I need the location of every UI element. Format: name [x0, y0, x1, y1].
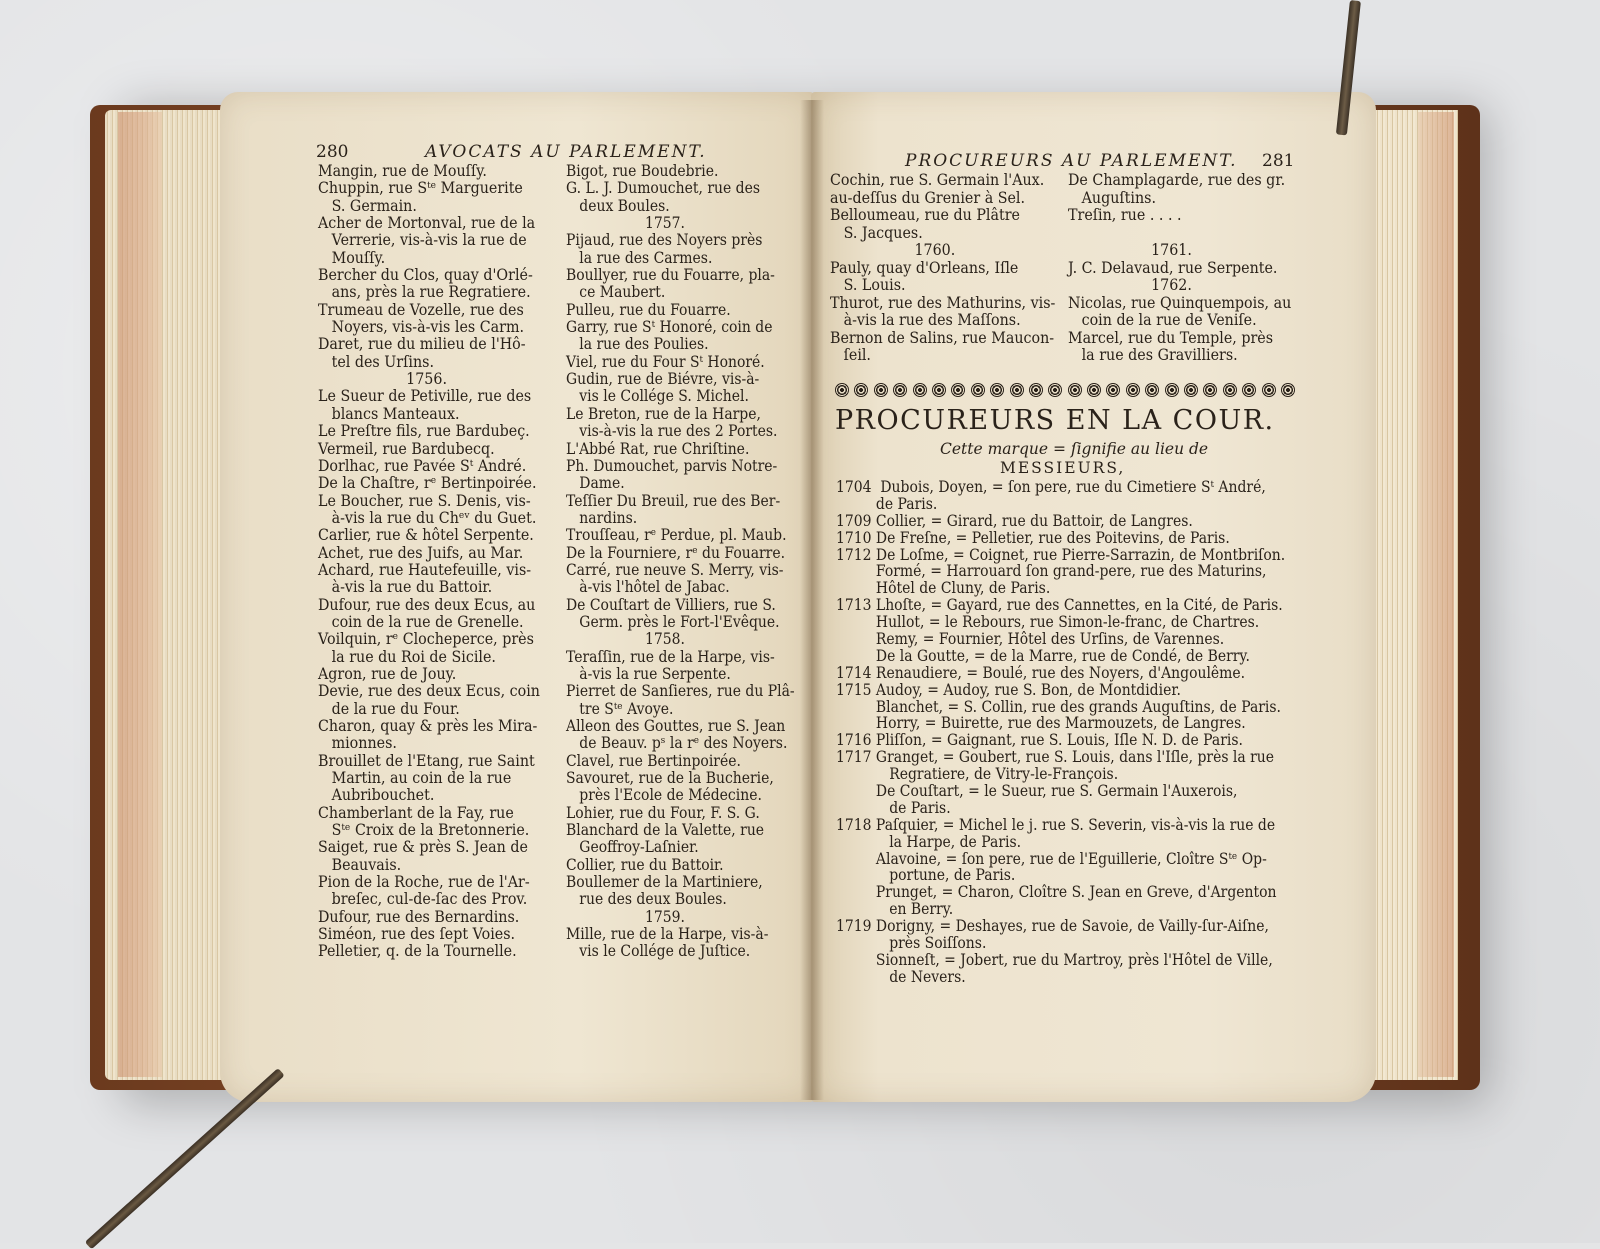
- section-note: Cette marque = ſignifie au lieu de: [940, 440, 1209, 458]
- text-line: Alavoine, = ſon pere, rue de l'Eguillerie, Cloître Sᵗᵉ Op-: [836, 849, 1267, 868]
- rosette-ornament: [913, 383, 927, 397]
- text-line: [1068, 225, 1275, 243]
- ornamental-rule: [835, 380, 1295, 400]
- rosette-ornament: [1281, 383, 1295, 397]
- year-heading: 1759.: [645, 907, 685, 926]
- text-line: la rue des Gravilliers.: [1068, 346, 1238, 364]
- text-line: de Beauv. pˢ la rᵉ des Noyers.: [566, 734, 788, 753]
- text-line: Pulleu, rue du Fouarre.: [566, 300, 731, 319]
- text-line: Teſſier Du Breuil, rue des Ber-: [566, 491, 781, 510]
- text-line: S. Jacques.: [830, 223, 923, 242]
- text-line: de Paris.: [836, 798, 951, 817]
- text-line: Alleon des Gouttes, rue S. Jean: [566, 717, 786, 735]
- text-line: Viel, rue du Four Sᵗ Honoré.: [566, 352, 765, 371]
- text-line: Cochin, rue S. Germain l'Aux.: [830, 171, 1045, 189]
- rosette-ornament: [1242, 383, 1256, 397]
- text-line: Thurot, rue des Mathurins, vis-: [830, 293, 1056, 312]
- text-line: De la Goutte, = de la Marre, rue de Condé, de Berry.: [836, 646, 1250, 665]
- text-line: Mouſſy.: [318, 248, 386, 267]
- rosette-ornament: [1223, 383, 1237, 397]
- text-line: Lohier, rue du Four, F. S. G.: [566, 803, 760, 822]
- rosette-ornament: [1203, 383, 1217, 397]
- text-line: Martin, au coin de la rue: [318, 769, 512, 788]
- text-line: Le Boucher, rue S. Denis, vis-: [318, 491, 531, 510]
- text-line: De la Chaſtre, rᵉ Bertinpoirée.: [318, 474, 537, 493]
- text-line: de la rue du Four.: [318, 699, 460, 718]
- text-line: ſeil.: [830, 346, 871, 364]
- text-line: Boullemer de la Martiniere,: [566, 873, 763, 892]
- rosette-ornament: [971, 383, 985, 397]
- rosette-ornament: [1029, 383, 1043, 397]
- text-line: Verrerie, vis-à-vis la rue de: [318, 231, 527, 250]
- text-line: 1704 Dubois, Doyen, = ſon pere, rue du Cimetiere Sᵗ André,: [836, 478, 1266, 496]
- rosette-ornament: [835, 383, 849, 397]
- text-line: de Nevers.: [836, 967, 966, 986]
- text-line: près Soiſſons.: [836, 934, 987, 953]
- text-line: Vermeil, rue Bardubecq.: [318, 439, 495, 458]
- rosette-ornament: [854, 383, 868, 397]
- text-line: Prunget, = Charon, Cloître S. Jean en Greve, d'Argenton: [836, 883, 1277, 902]
- text-line: Boullyer, rue du Fouarre, pla-: [566, 266, 775, 285]
- right-page-column-1: [830, 172, 1058, 365]
- text-line: Teraſſin, rue de la Harpe, vis-: [566, 647, 775, 666]
- year-heading: 1758.: [645, 630, 685, 649]
- text-line: vis-à-vis la rue des 2 Portes.: [566, 422, 778, 441]
- text-line: 1710 De Freſne, = Pelletier, rue des Poitevins, de Paris.: [836, 528, 1230, 547]
- text-line: Remy, = Fournier, Hôtel des Urſins, de Varennes.: [836, 630, 1225, 649]
- text-line: Savouret, rue de la Bucherie,: [566, 769, 774, 788]
- text-line: 1715 Audoy, = Audoy, rue S. Bon, de Montdidier.: [836, 680, 1181, 699]
- text-line: Blanchard de la Valette, rue: [566, 821, 765, 840]
- text-line: la Harpe, de Paris.: [836, 832, 1022, 851]
- text-line: Garry, rue Sᵗ Honoré, coin de: [566, 318, 773, 337]
- text-line: Voilquin, rᵉ Clocheperce, près: [318, 630, 534, 649]
- text-line: tre Sᵗᵉ Avoye.: [566, 699, 674, 718]
- text-line: Pauly, quay d'Orleans, Iſle: [830, 258, 1019, 277]
- text-line: 1716 Pliſſon, = Gaignant, rue S. Louis, Iſle N. D. de Paris.: [836, 731, 1243, 750]
- text-line: Formé, = Harrouard ſon grand-pere, rue des Maturins,: [836, 562, 1267, 581]
- text-line: à-vis l'hôtel de Jabac.: [566, 578, 730, 597]
- rosette-ornament: [1165, 383, 1179, 397]
- left-page-number: 280: [316, 142, 349, 162]
- text-line: Belloumeau, rue du Plâtre: [830, 206, 1020, 224]
- text-line: 1713 Lhoſte, = Gayard, rue des Cannettes, en la Cité, de Paris.: [836, 596, 1283, 615]
- text-line: Dame.: [566, 474, 625, 493]
- text-line: vis le Collége de Juſtice.: [566, 942, 751, 961]
- text-line: Pijaud, rue des Noyers près: [566, 231, 763, 250]
- text-line: coin de la rue de Grenelle.: [318, 612, 524, 631]
- text-line: De Couſtart, = le Sueur, rue S. Germain l'Auxerois,: [836, 782, 1238, 801]
- text-line: Dufour, rue des Bernardins.: [318, 907, 520, 926]
- text-line: Charon, quay & près les Mira-: [318, 717, 538, 735]
- text-line: Sᵗᵉ Croix de la Bretonnerie.: [318, 821, 530, 840]
- rosette-ornament: [874, 383, 888, 397]
- text-line: Devie, rue des deux Ecus, coin: [318, 682, 540, 701]
- text-line: Pelletier, q. de la Tournelle.: [318, 942, 517, 961]
- rosette-ornament: [1126, 383, 1140, 397]
- text-line: Carré, rue neuve S. Merry, vis-: [566, 560, 784, 579]
- text-line: Agron, rue de Jouy.: [318, 664, 457, 683]
- text-line: la rue du Roi de Sicile.: [318, 647, 496, 666]
- text-line: Brouillet de l'Etang, rue Saint: [318, 751, 535, 770]
- text-line: Mangin, rue de Mouſſy.: [318, 162, 487, 180]
- text-line: Saiget, rue & près S. Jean de: [318, 838, 528, 857]
- text-line: Blanchet, = S. Collin, rue des grands Auguſtins, de Paris.: [836, 697, 1281, 716]
- text-line: Daret, rue du milieu de l'Hô-: [318, 335, 526, 354]
- text-line: Bigot, rue Boudebrie.: [566, 162, 719, 180]
- text-line: Achet, rue des Juifs, au Mar.: [318, 543, 524, 562]
- text-line: Trumeau de Vozelle, rue des: [318, 300, 524, 319]
- rosette-ornament: [932, 383, 946, 397]
- text-line: la rue des Carmes.: [566, 248, 713, 267]
- text-line: Le Breton, rue de la Harpe,: [566, 404, 761, 423]
- left-running-head: AVOCATS AU PARLEMENT.: [425, 142, 707, 162]
- section-title: PROCUREURS EN LA COUR.: [835, 405, 1275, 436]
- text-line: Trouſſeau, rᵉ Perdue, pl. Maub.: [566, 526, 787, 545]
- text-line: rue des deux Boules.: [566, 890, 727, 909]
- text-line: deux Boules.: [566, 196, 670, 215]
- rosette-ornament: [1145, 383, 1159, 397]
- text-line: Sionneſt, = Jobert, rue du Martroy, près l'Hôtel de Ville,: [836, 950, 1273, 969]
- text-line: 1718 Paſquier, = Michel le j. rue S. Severin, vis-à-vis la rue de: [836, 815, 1276, 834]
- text-line: Mille, rue de la Harpe, vis-à-: [566, 925, 769, 944]
- text-line: Germ. près le Fort-l'Evêque.: [566, 612, 780, 631]
- text-line: De Champlagarde, rue des gr.: [1068, 171, 1286, 189]
- rosette-ornament: [1184, 383, 1198, 397]
- text-line: 1714 Renaudiere, = Boulé, rue des Noyers, d'Angoulême.: [836, 663, 1246, 682]
- text-line: Le Preſtre fils, rue Bardubeç.: [318, 422, 530, 441]
- text-line: la rue des Poulies.: [566, 335, 709, 354]
- year-heading: 1760.: [914, 241, 956, 259]
- text-line: Aubribouchet.: [318, 786, 435, 805]
- section-note-messieurs: MESSIEURS,: [1000, 459, 1126, 477]
- text-line: Marcel, rue du Temple, près: [1068, 328, 1274, 347]
- text-line: Hullot, = le Rebours, rue Simon-le-franc, de Chartres.: [836, 613, 1260, 632]
- text-line: G. L. J. Dumouchet, rue des: [566, 179, 761, 198]
- text-line: Nicolas, rue Quinquempois, au: [1068, 293, 1292, 312]
- text-line: Treſin, rue . . . .: [1068, 206, 1182, 224]
- text-line: vis le Collége S. Michel.: [566, 387, 749, 406]
- rosette-ornament: [1010, 383, 1024, 397]
- text-line: Horry, = Buirette, rue des Marmouzets, de Langres.: [836, 714, 1246, 733]
- text-line: Achard, rue Hautefeuille, vis-: [318, 560, 532, 579]
- text-line: près l'Ecole de Médecine.: [566, 786, 762, 805]
- text-line: Carlier, rue & hôtel Serpente.: [318, 526, 534, 545]
- text-line: en Berry.: [836, 900, 954, 919]
- text-line: nardins.: [566, 508, 638, 527]
- text-line: Pierret de Sanſieres, rue du Plâ-: [566, 682, 795, 701]
- left-page-column-1: [318, 163, 554, 961]
- rosette-ornament: [1106, 383, 1120, 397]
- text-line: Gudin, rue de Biévre, vis-à-: [566, 370, 760, 389]
- text-line: Clavel, rue Bertinpoirée.: [566, 751, 741, 770]
- text-line: Geoffroy-Laſnier.: [566, 838, 699, 857]
- rosette-ornament: [990, 383, 1004, 397]
- year-heading: 1761.: [1151, 241, 1192, 259]
- text-line: Hôtel de Cluny, de Paris.: [836, 579, 1051, 598]
- text-line: Regratiere, de Vitry-le-François.: [836, 765, 1119, 784]
- text-line: ce Maubert.: [566, 283, 666, 302]
- text-line: Beauvais.: [318, 855, 402, 874]
- text-line: Acher de Mortonval, rue de la: [318, 214, 536, 233]
- text-line: Auguſtins.: [1068, 188, 1157, 207]
- text-line: De Couſtart de Villiers, rue S.: [566, 595, 776, 614]
- rosette-ornament: [1048, 383, 1062, 397]
- text-line: blancs Manteaux.: [318, 404, 460, 423]
- text-line: Chuppin, rue Sᵗᵉ Marguerite: [318, 179, 523, 198]
- book-gutter: [800, 100, 824, 1100]
- text-line: de Paris.: [836, 494, 938, 513]
- text-line: breſec, cul-de-ſac des Prov.: [318, 890, 528, 909]
- text-line: Siméon, rue des ſept Voies.: [318, 925, 516, 944]
- left-page-column-2: [566, 162, 795, 961]
- text-line: S. Germain.: [318, 196, 417, 215]
- text-line: Pion de la Roche, rue de l'Ar-: [318, 873, 530, 892]
- text-line: à-vis la rue des Maſſons.: [830, 311, 1021, 329]
- text-line: Collier, rue du Battoir.: [566, 855, 724, 874]
- text-line: Dufour, rue des deux Ecus, au: [318, 595, 536, 614]
- text-line: 1717 Granget, = Goubert, rue S. Louis, dans l'Iſle, près la rue: [836, 748, 1275, 767]
- text-line: ans, près la rue Regratiere.: [318, 283, 531, 302]
- rosette-ornament: [1087, 383, 1101, 397]
- text-line: S. Louis.: [830, 276, 906, 294]
- text-line: L'Abbé Rat, rue Chriſtine.: [566, 439, 750, 458]
- text-line: Dorlhac, rue Pavée Sᵗ André.: [318, 456, 527, 475]
- text-line: à-vis la rue du Chᵉᵛ du Guet.: [318, 508, 537, 527]
- text-line: Ph. Dumouchet, parvis Notre-: [566, 456, 778, 475]
- text-line: De la Fourniere, rᵉ du Fouarre.: [566, 543, 786, 562]
- right-running-head: PROCUREURS AU PARLEMENT.: [905, 151, 1238, 171]
- rosette-ornament: [1262, 383, 1276, 397]
- text-line: au-deſſus du Grenier à Sel.: [830, 188, 1026, 207]
- text-line: Chamberlant de la Fay, rue: [318, 803, 514, 822]
- text-line: à-vis la rue du Battoir.: [318, 578, 493, 597]
- right-page-number: 281: [1262, 151, 1295, 171]
- text-line: portune, de Paris.: [836, 866, 1016, 885]
- year-heading: 1762.: [1151, 276, 1192, 294]
- text-line: Bercher du Clos, quay d'Orlé-: [318, 266, 533, 285]
- text-line: 1719 Dorigny, = Deshayes, rue de Savoie, de Vailly-ſur-Aiſne,: [836, 917, 1269, 936]
- text-line: coin de la rue de Veniſe.: [1068, 311, 1257, 329]
- text-line: mionnes.: [318, 734, 397, 753]
- year-heading: 1757.: [645, 214, 685, 233]
- page-edge-right: [1418, 112, 1454, 1077]
- page-edge-left: [118, 112, 162, 1077]
- text-line: Le Sueur de Petiville, rue des: [318, 387, 532, 406]
- text-line: Bernon de Salins, rue Maucon-: [830, 328, 1055, 347]
- text-line: 1709 Collier, = Girard, rue du Battoir, de Langres.: [836, 511, 1193, 530]
- text-line: J. C. Delavaud, rue Serpente.: [1068, 258, 1278, 277]
- rosette-ornament: [893, 383, 907, 397]
- text-line: à-vis la rue Serpente.: [566, 664, 731, 683]
- right-page-column-2: [1068, 172, 1293, 365]
- procureurs-list: [836, 479, 1296, 986]
- text-line: Noyers, vis-à-vis les Carm.: [318, 318, 525, 337]
- year-heading: 1756.: [406, 370, 447, 389]
- rosette-ornament: [951, 383, 965, 397]
- text-line: tel des Urſins.: [318, 352, 434, 371]
- rosette-ornament: [1068, 383, 1082, 397]
- text-line: 1712 De Loſme, = Coignet, rue Pierre-Sarrazin, de Montbriſon.: [836, 545, 1286, 564]
